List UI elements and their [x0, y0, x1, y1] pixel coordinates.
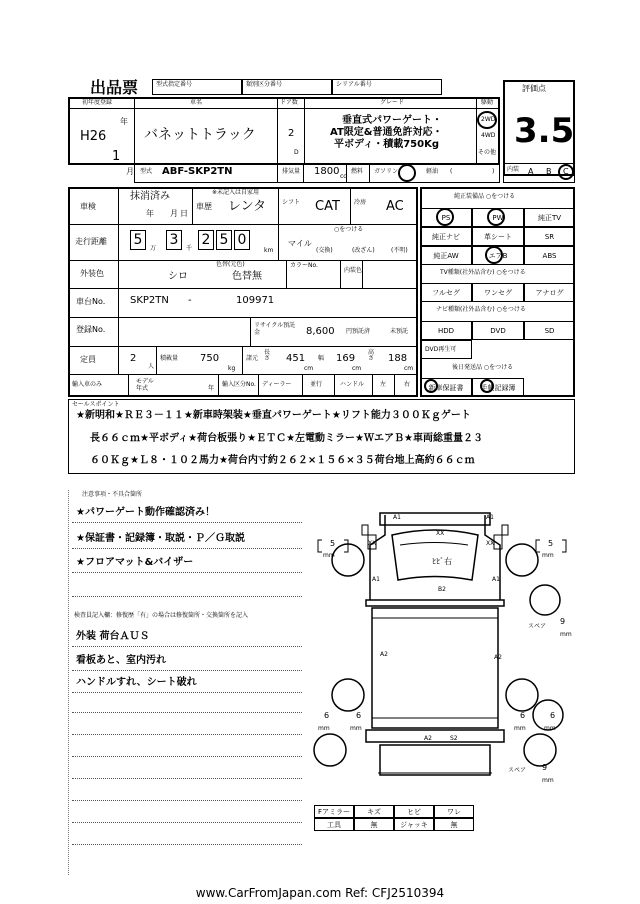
chassis-label: 車台No. — [76, 297, 106, 306]
interior-label: 内装 — [507, 166, 520, 173]
height-value: 188 — [388, 353, 408, 364]
first-reg-era: H26 — [80, 129, 107, 144]
model-spec-box: 型式指定番号 — [152, 79, 242, 95]
inspection-value: 抹消済み — [130, 191, 170, 202]
history-label: 車歴 — [196, 202, 212, 211]
car-name: バネットトラック — [144, 127, 256, 143]
history-note: ※未記入は自家用 — [212, 189, 260, 196]
footer-reference: www.CarFromJapan.com Ref: CFJ2510394 — [195, 886, 445, 900]
displacement-label: 排気量 — [282, 168, 301, 175]
airbag-circle — [485, 246, 503, 264]
sales-line-2: 長６６ｃｍ★平ボディ★荷台板張り★ＥＴＣ★左電動ミラー★ＷエアＢ★車両総重量２３ — [90, 433, 483, 444]
width-value: 169 — [336, 353, 356, 364]
fuel-gas: ガソリン — [374, 168, 399, 175]
score-value: 3.5 — [514, 111, 575, 151]
meter-note: ○をつける — [334, 226, 364, 233]
sales-line-1: ★新明和★ＲＥ３－１１★新車時架装★垂直パワーゲート★リフト能力３００Ｋｇゲート — [76, 410, 471, 421]
length-value: 451 — [286, 353, 306, 364]
ext-color-value: シロ — [168, 271, 188, 282]
serial-box: シリアル番号 — [332, 79, 442, 95]
model-value: ABF-SKP2TN — [162, 166, 233, 177]
fuel-kei: 軽油 — [426, 168, 439, 175]
color-changed-value: 色替無 — [232, 271, 262, 282]
recycle-value: 8,600 — [306, 326, 335, 337]
drive-2wd: 2WD — [481, 116, 496, 123]
score-label: 評価点 — [522, 84, 546, 93]
grade-label: グレード — [380, 99, 405, 106]
inspector-title: 検査員記入欄：修復歴「有」の場合は修復箇所・交換箇所を記入 — [74, 612, 249, 619]
warranty-circle — [424, 379, 438, 393]
doors-value: 2 — [288, 128, 295, 139]
car-name-label: 車名 — [190, 99, 203, 106]
docs-title: 後日発送品 ○をつける — [452, 364, 514, 371]
navi-title: ナビ種類(社外品含む) ○をつける — [436, 306, 526, 313]
drive-label: 駆動 — [481, 99, 494, 106]
grade-line-3: 平ボディ・積載750Kg — [334, 139, 439, 150]
doors-label: ドア数 — [280, 99, 298, 106]
diag-a1-top-right: A1 — [486, 514, 494, 521]
grade-line-2: AT限定&普通免許対応・ — [330, 127, 443, 138]
genuine-title: 純正装備品 ○をつける — [454, 193, 516, 200]
records-circle — [480, 379, 494, 393]
first-reg-label: 初年度登録 — [82, 99, 113, 106]
notes-line-3: ★フロアマット&バイザー — [76, 557, 194, 568]
diag-a1-top: A1 — [393, 514, 401, 521]
reg-no-label: 登録No. — [76, 325, 106, 334]
ac-label: 冷房 — [354, 199, 367, 206]
vehicle-details — [68, 187, 418, 397]
import-label: 輸入車のみ — [72, 381, 103, 388]
tv-title: TV種類(社外品含む) ○をつける — [440, 269, 526, 276]
inspector-line-2: 看板あと、室内汚れ — [76, 655, 166, 666]
model-label: 型式 — [140, 168, 153, 175]
drive-2wd-circle — [477, 111, 497, 129]
spare-label-2: スペア — [508, 767, 527, 774]
capacity-value: 2 — [130, 353, 137, 364]
load-value: 750 — [200, 353, 220, 364]
drive-other: その他 — [478, 149, 497, 156]
notes-title: 注意事項・不具合箇所 — [82, 491, 143, 498]
ps-circle — [436, 208, 454, 226]
ac-value: AC — [386, 199, 404, 214]
mileage-label: 走行距離 — [75, 237, 107, 246]
diag-crack-label: ﾋﾋﾞ右 — [432, 557, 452, 566]
inspector-line-1: 外装 荷台ＡＵＳ — [76, 631, 150, 642]
meter-label: マイル — [288, 239, 312, 248]
fuel-label: 燃料 — [351, 168, 364, 175]
drive-4wd: 4WD — [481, 132, 496, 139]
shift-value: CAT — [315, 199, 340, 214]
capacity-label: 定員 — [80, 355, 96, 364]
vehicle-diagram — [300, 505, 580, 805]
grade-line-1: 垂直式パワーゲート・ — [342, 115, 442, 126]
ext-color-label: 外装色 — [80, 269, 104, 278]
fuel-gas-circle — [398, 164, 416, 182]
inspector-line-3: ハンドルすれ、シート破れ — [76, 677, 197, 688]
sheet-title: 出品票 — [90, 78, 139, 97]
interior-c-circle — [558, 164, 574, 180]
chassis-number: 109971 — [236, 295, 275, 306]
shift-label: シフト — [282, 199, 301, 206]
pw-circle — [487, 208, 505, 226]
sales-line-3: ６０Ｋｇ★Ｌ８・１０２馬力★荷台内寸約２６２×１５６×３５荷台地上高約６６ｃｍ — [90, 455, 475, 466]
displacement-value: 1800 — [314, 166, 340, 177]
first-reg-month: 1 — [112, 149, 121, 164]
notes-line-2: ★保証書・記録簿・取説・Ｐ／Ｇ取説 — [76, 533, 245, 544]
chassis-prefix: SKP2TN — [130, 295, 169, 306]
spare-label-1: スペア — [528, 623, 547, 630]
sales-points-title: セールスポイント — [72, 401, 120, 408]
category-box: 類別区分番号 — [242, 79, 332, 95]
inspection-label: 車検 — [80, 202, 96, 211]
history-value: レンタ — [228, 199, 267, 214]
notes-line-1: ★パワーゲート動作確認済み！ — [76, 507, 215, 518]
